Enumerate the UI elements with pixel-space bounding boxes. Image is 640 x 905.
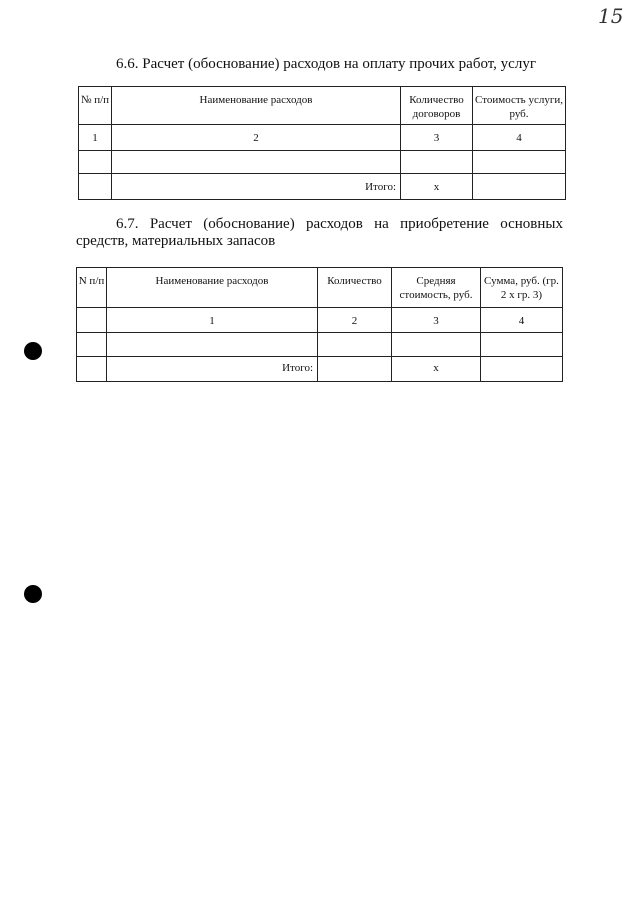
header-contracts-count: Количество договоров <box>401 87 473 125</box>
column-number: 3 <box>392 308 481 333</box>
empty-cell <box>473 151 566 174</box>
section-heading-6-7: 6.7. Расчет (обоснование) расходов на приобретение основных средств, материальных запасов <box>76 216 563 249</box>
column-number: 4 <box>481 308 563 333</box>
header-number: № п/п <box>79 87 112 125</box>
header-service-cost: Стоимость услуги, руб. <box>473 87 566 125</box>
punch-hole <box>24 342 42 360</box>
column-number: 3 <box>401 125 473 151</box>
empty-cell <box>77 357 107 382</box>
header-average-cost: Средняя стоимость, руб. <box>392 268 481 308</box>
header-number: N п/п <box>77 268 107 308</box>
total-mark: x <box>401 174 473 200</box>
empty-cell <box>107 333 318 357</box>
section-heading-6-6: 6.6. Расчет (обоснование) расходов на оплату прочих работ, услуг <box>116 56 536 72</box>
services-expense-table <box>78 86 566 200</box>
empty-cell <box>481 357 563 382</box>
total-label: Итого: <box>107 357 318 382</box>
header-quantity: Количество <box>318 268 392 308</box>
empty-cell <box>77 308 107 333</box>
empty-cell <box>481 333 563 357</box>
empty-cell <box>77 333 107 357</box>
page-number: 15 <box>598 4 624 28</box>
empty-cell <box>401 151 473 174</box>
empty-cell <box>79 174 112 200</box>
empty-cell <box>112 151 401 174</box>
column-number: 4 <box>473 125 566 151</box>
column-number-row <box>79 125 566 151</box>
fixed-assets-expense-table <box>76 267 563 382</box>
total-mark: x <box>392 357 481 382</box>
empty-cell <box>473 174 566 200</box>
column-number: 1 <box>107 308 318 333</box>
column-number: 1 <box>79 125 112 151</box>
table-row <box>79 151 566 174</box>
table-row <box>77 333 563 357</box>
table-header-row <box>79 87 566 125</box>
empty-cell <box>79 151 112 174</box>
column-number-row <box>77 308 563 333</box>
column-number: 2 <box>112 125 401 151</box>
empty-cell <box>318 357 392 382</box>
punch-hole <box>24 585 42 603</box>
header-expense-name: Наименование расходов <box>112 87 401 125</box>
total-label: Итого: <box>112 174 401 200</box>
empty-cell <box>392 333 481 357</box>
table-header-row <box>77 268 563 308</box>
total-row <box>77 357 563 382</box>
header-expense-name: Наименование расходов <box>107 268 318 308</box>
total-row <box>79 174 566 200</box>
column-number: 2 <box>318 308 392 333</box>
header-sum: Сумма, руб. (гр. 2 x гр. 3) <box>481 268 563 308</box>
empty-cell <box>318 333 392 357</box>
